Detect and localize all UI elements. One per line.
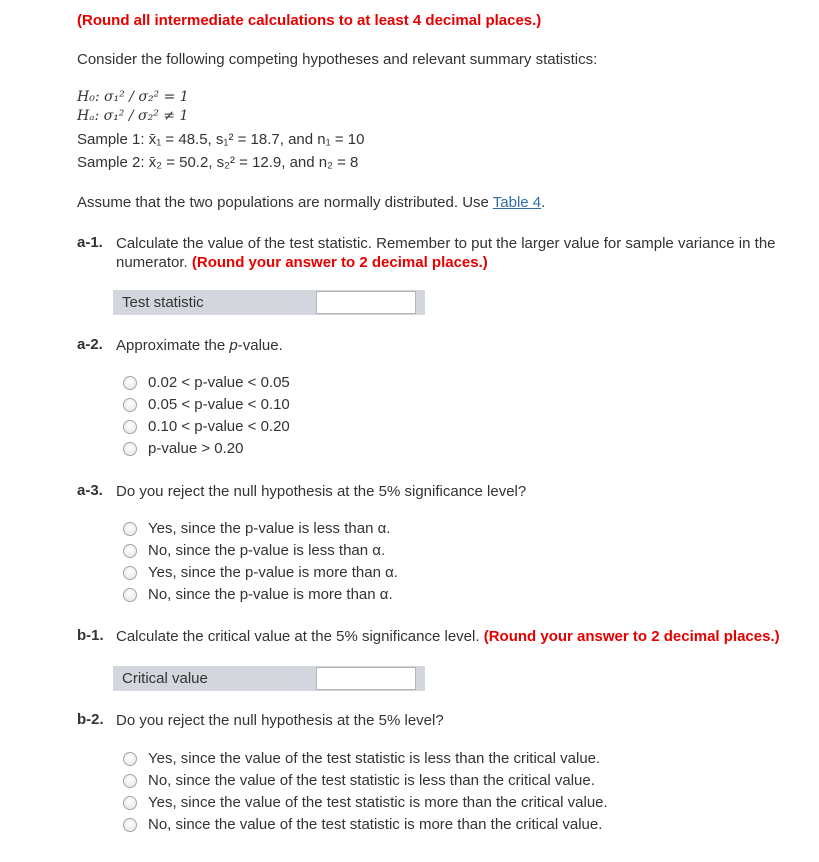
test-statistic-row [113,290,425,315]
question-b2-text: Do you reject the null hypothesis at the 5% level? [116,712,444,729]
test-statistic-label: Test statistic [122,294,204,311]
assumption-body: Assume that the two populations are normally distributed. Use [77,194,493,211]
b2-option-4-label: No, since the value of the test statistic is more than the critical value. [148,816,603,833]
radio-button[interactable] [123,566,137,580]
question-a2-pre: Approximate the [116,337,230,354]
a3-option-3-label: Yes, since the p-value is more than α. [148,564,398,581]
question-a2-p: p [229,337,238,354]
question-a2-number: a-2. [77,336,103,353]
question-a1-numerator: numerator. [116,254,192,271]
critical-value-input[interactable] [316,667,416,690]
radio-button[interactable] [123,752,137,766]
question-a1-line1: Calculate the value of the test statistic. Remember to put the larger value for sample variance in the [116,235,776,252]
radio-button[interactable] [123,398,137,412]
question-b1-rounding: (Round your answer to 2 decimal places.) [483,628,780,645]
b2-option-3-label: Yes, since the value of the test statistic is more than the critical value. [148,794,608,811]
a3-option-2-label: No, since the p-value is less than α. [148,542,386,559]
critical-value-row [113,666,425,691]
rounding-instruction: (Round all intermediate calculations to at least 4 decimal places.) [77,12,542,29]
question-a2-post: -value. [237,337,283,354]
radio-button[interactable] [123,588,137,602]
radio-button[interactable] [123,796,137,810]
question-b2-number: b-2. [77,711,104,728]
radio-button[interactable] [123,442,137,456]
question-b1-body: Calculate the critical value at the 5% significance level. [116,628,484,645]
radio-button[interactable] [123,522,137,536]
assumption-text [77,194,545,211]
a2-option-2-label: 0.05 < p-value < 0.10 [148,396,290,413]
critical-value-label: Critical value [122,670,208,687]
a3-option-1-label: Yes, since the p-value is less than α. [148,520,391,537]
question-a1-text [116,234,776,272]
question-a2-text [116,336,283,355]
question-b1-number: b-1. [77,627,104,644]
radio-button[interactable] [123,420,137,434]
sample-1-stats: Sample 1: x̄₁ = 48.5, s₁² = 18.7, and n₁ = 10 [77,131,365,148]
alt-hypothesis: Hₐ: σ₁² / σ₂² ≠ 1 [77,108,189,124]
a2-option-4-label: p-value > 0.20 [148,440,244,457]
null-hypothesis: H₀: σ₁² / σ₂² = 1 [77,89,189,105]
radio-button[interactable] [123,544,137,558]
question-a1-number: a-1. [77,234,103,251]
b2-option-1-label: Yes, since the value of the test statistic is less than the critical value. [148,750,601,767]
radio-button[interactable] [123,774,137,788]
a3-option-4-label: No, since the p-value is more than α. [148,586,393,603]
table-4-link[interactable]: Table 4 [492,194,542,211]
question-a3-number: a-3. [77,482,103,499]
question-a1-line2 [116,253,776,272]
a2-option-3-label: 0.10 < p-value < 0.20 [148,418,290,435]
radio-button[interactable] [123,818,137,832]
test-statistic-input[interactable] [316,291,416,314]
sample-2-stats: Sample 2: x̄₂ = 50.2, s₂² = 12.9, and n₂ = 8 [77,154,359,171]
radio-button[interactable] [123,376,137,390]
a2-option-1-label: 0.02 < p-value < 0.05 [148,374,290,391]
question-a3-text: Do you reject the null hypothesis at the 5% significance level? [116,483,527,500]
intro-text: Consider the following competing hypotheses and relevant summary statistics: [77,51,598,68]
question-b1-text [116,627,780,646]
assumption-end: . [541,194,546,211]
question-a1-rounding: (Round your answer to 2 decimal places.) [191,254,488,271]
b2-option-2-label: No, since the value of the test statistic is less than the critical value. [148,772,595,789]
